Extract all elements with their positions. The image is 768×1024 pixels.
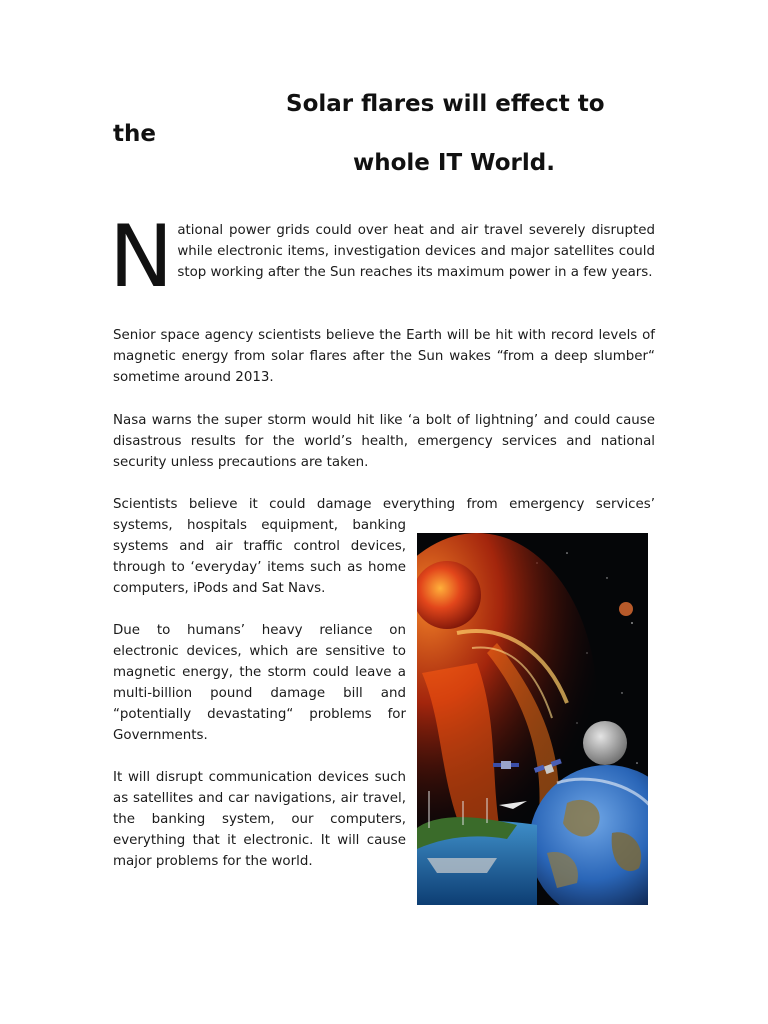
paragraph-damage-first-line: Scientists believe it could damage everything from emergency services’ xyxy=(113,497,655,512)
title-line-1: Solar flares will effect to xyxy=(286,91,605,117)
paragraph-reliance: Due to humans’ heavy reliance on electronic devices, which are sensitive to magnetic energy, the storm could leave a multi-billion pound damage bill and “potentially devastating“ problems for Governments. xyxy=(113,623,406,743)
paragraph-scientists: Senior space agency scientists believe the Earth will be hit with record levels of magnetic energy from solar flares after the Sun wakes “from a deep slumber“ sometime around 2013. xyxy=(113,328,655,385)
solar-flare-art xyxy=(417,533,648,905)
paragraph-disruption: It will disrupt communication devices such as satellites and car navigations, air travel, the banking system, our computers, everything that it electronic. It will cause major problems for the world. xyxy=(113,770,406,869)
paragraph-damage: systems, hospitals equipment, banking systems and air traffic control devices, through to ‘everyday’ items such as home computers, iPods and Sat Navs. xyxy=(113,518,406,596)
paragraph-nasa: Nasa warns the super storm would hit like ‘a bolt of lightning’ and could cause disastrous results for the world’s health, emergency services and national security unless precautions are taken. xyxy=(113,413,655,470)
solar-flare-illustration xyxy=(417,533,648,905)
title-line-2: the xyxy=(113,121,156,147)
drop-cap: N xyxy=(109,207,174,307)
paragraph-intro xyxy=(109,207,655,307)
title-line-3: whole IT World. xyxy=(353,150,555,176)
paragraph-intro-text: ational power grids could over heat and air travel severely disrupted while electronic items, investigation devices and major satellites could stop working after the Sun reaches its maximum power in a few years. xyxy=(177,223,655,280)
